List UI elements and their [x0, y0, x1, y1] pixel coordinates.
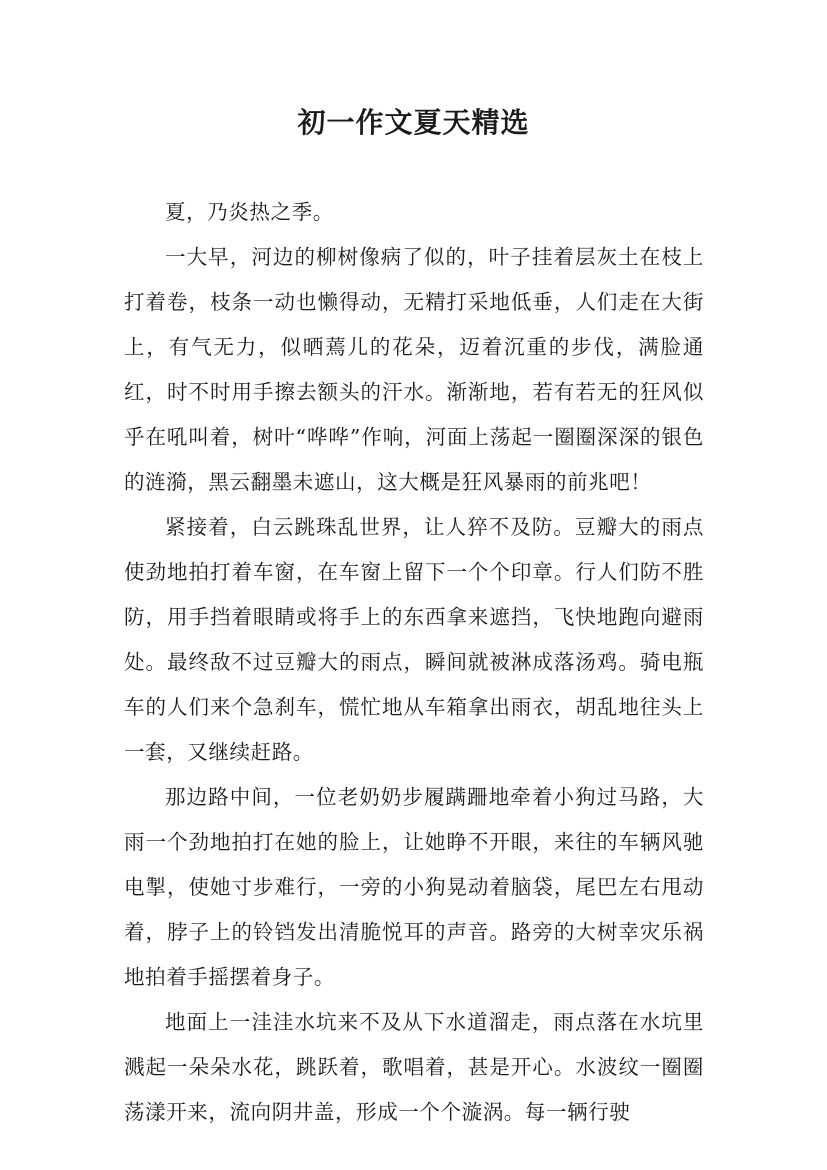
document-body: [124, 190, 704, 1135]
paragraph: 地面上一洼洼水坑来不及从下水道溜走，雨点落在水坑里溅起一朵朵水花，跳跃着，歌唱着，甚是开心。水波纹一圈圈荡漾开来，流向阴井盖，形成一个个漩涡。每一辆行驶: [124, 1010, 704, 1124]
paragraph: 那边路中间，一位老奶奶步履蹒跚地牵着小狗过马路，大雨一个劲地拍打在她的脸上，让她睁不开眼，来往的车辆风驰电掣，使她寸步难行，一旁的小狗晃动着脑袋，尾巴左右甩动着，脖子上的铃铛发出清脆悦耳的声音。路旁的大树幸灾乐祸地拍着手摇摆着身子。: [124, 785, 704, 989]
paragraph: 一大早，河边的柳树像病了似的，叶子挂着层灰土在枝上打着卷，枝条一动也懒得动，无精打采地低垂，人们走在大街上，有气无力，似晒蔫儿的花朵，迈着沉重的步伐，满脸通红，时不时用手擦去额头的汗水。渐渐地，若有若无的狂风似乎在吼叫着，树叶“哗哗”作响，河面上荡起一圈圈深深的银色的涟漪，黑云翻墨未遮山，这大概是狂风暴雨的前兆吧！: [124, 245, 704, 494]
paragraph: 紧接着，白云跳珠乱世界，让人猝不及防。豆瓣大的雨点使劲地拍打着车窗，在车窗上留下一个个印章。行人们防不胜防，用手挡着眼睛或将手上的东西拿来遮挡，飞快地跑向避雨处。最终敌不过豆瓣大的雨点，瞬间就被淋成落汤鸡。骑电瓶车的人们来个急刹车，慌忙地从车箱拿出雨衣，胡乱地往头上一套，又继续赶路。: [124, 515, 704, 764]
document-title: 初一作文夏天精选: [297, 106, 530, 139]
paragraph: 夏，乃炎热之季。: [165, 200, 334, 224]
